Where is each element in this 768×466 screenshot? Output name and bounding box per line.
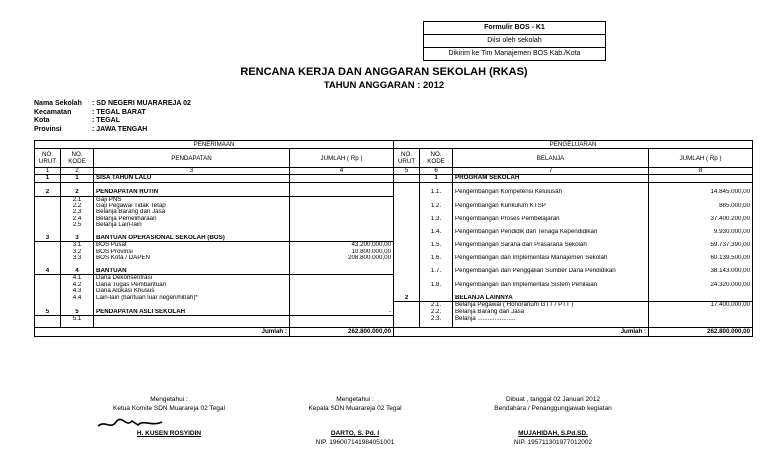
school-info: [34, 100, 191, 134]
form-code: Formulir BOS - K1: [424, 22, 605, 35]
right-no-urut: 2: [394, 295, 420, 302]
document-subtitle: TAHUN ANGGARAN : 2012: [323, 80, 445, 91]
left-no-urut: 4: [35, 268, 61, 275]
pendapatan-cell: Dana Dekonsentrasi: [94, 275, 290, 282]
left-no-kode: [61, 182, 94, 189]
belanja-amount: [649, 295, 753, 302]
right-no-urut: [394, 235, 420, 242]
right-no-urut: [394, 196, 420, 203]
belanja-amount: 59.737.390,00: [649, 242, 753, 249]
belanja-amount: 60.139.500,00: [649, 255, 753, 261]
left-no-urut: [35, 315, 61, 322]
table-row: [35, 196, 753, 203]
belanja-cell: PROGRAM SEKOLAH: [453, 175, 649, 182]
table-row: [35, 302, 753, 309]
pendapatan-cell: SISA TAHUN LALU: [94, 175, 290, 182]
pendapatan-cell: PENDAPATAN RUTIN: [94, 189, 290, 196]
pendapatan-amount: [290, 182, 394, 189]
belanja-amount: 38.143.000,00: [649, 268, 753, 275]
index-cell: 4: [290, 168, 394, 175]
right-no-kode: 2.3.: [420, 315, 453, 322]
table-row: [35, 182, 753, 189]
pendapatan-cell: Belanja Pemeliharaan: [94, 216, 290, 222]
left-no-urut: 3: [35, 235, 61, 242]
sign-label: Mengetahui :: [336, 396, 374, 403]
right-no-kode: 1.2.: [420, 203, 453, 209]
belanja-amount: [649, 196, 753, 203]
pendapatan-amount: [290, 275, 394, 282]
belanja-cell: Pengembangan Sarana dan Prasarana Sekolah: [453, 242, 649, 249]
col-jumlah: JUMLAH ( Rp ): [290, 149, 394, 168]
table-row: [35, 235, 753, 242]
pendapatan-amount: 43.200.000,00: [290, 242, 394, 249]
sign-nip: NIP. 196007141984051001: [315, 438, 395, 446]
table-row: [35, 275, 753, 282]
sign-role: Ketua Komite SDN Muarareja 02 Tegal: [113, 404, 225, 412]
left-no-kode: 5.1: [61, 315, 94, 322]
signature-treasurer: [470, 396, 636, 447]
left-no-kode: 4: [61, 268, 94, 275]
col-jumlah: JUMLAH ( Rp ): [649, 149, 753, 168]
sign-label: Dibuat , tanggal 02 Januari 2012: [506, 396, 600, 403]
sign-role: Kepala SDN Muarareja 02 Tegal: [308, 404, 402, 412]
right-no-kode: [420, 235, 453, 242]
belanja-cell: Pengembangan Pendidik dan Tenaga Kependidikan: [453, 229, 649, 235]
belanja-cell: Pengembangan Kurikulum KTSP: [453, 203, 649, 209]
sign-name: H. KUSEN ROSYIDIN: [136, 430, 202, 437]
right-no-kode: [420, 275, 453, 282]
index-cell: 5: [394, 168, 420, 175]
belanja-cell: Pengembangan Proses Pembelajaran: [453, 216, 649, 222]
left-no-urut: [35, 275, 61, 282]
belanja-amount: 14.845.000,00: [649, 189, 753, 196]
signature-principal: [272, 396, 438, 447]
pendapatan-amount: [290, 175, 394, 182]
pendapatan-amount: [290, 235, 394, 242]
left-no-kode: 4.3: [61, 288, 94, 294]
right-no-urut: [394, 315, 420, 322]
right-no-kode: 1.5.: [420, 242, 453, 249]
right-no-urut: [394, 309, 420, 316]
pendapatan-cell: BOS Provinsi: [94, 249, 290, 255]
sign-nip: NIP. 195711301977012002: [513, 438, 593, 446]
left-no-urut: [35, 302, 61, 309]
form-sent-to: Dikirim ke Tim Manajemen BOS Kab./Kota: [448, 50, 581, 57]
left-no-kode: 2: [61, 189, 94, 196]
belanja-cell: [453, 182, 649, 189]
pendapatan-cell: Gaji PNS: [94, 196, 290, 203]
pendapatan-cell: BOS Kota / DAPEN: [94, 255, 290, 261]
left-no-urut: [35, 182, 61, 189]
left-no-kode: 1: [61, 175, 94, 182]
pendapatan-amount: 208.800.000,00: [290, 255, 394, 261]
left-no-kode: 2.3: [61, 209, 94, 215]
left-no-kode: 4.4: [61, 295, 94, 302]
pendapatan-amount: [290, 302, 394, 309]
pendapatan-cell: [94, 302, 290, 309]
index-cell: 7: [453, 168, 649, 175]
info-label: Kecamatan: [34, 108, 72, 116]
left-no-urut: 2: [35, 189, 61, 196]
index-cell: 8: [649, 168, 753, 175]
info-row: [34, 117, 191, 126]
table-row: [35, 189, 753, 196]
total-label-right: Jumlah :: [394, 328, 649, 337]
left-no-kode: 3.2: [61, 249, 94, 255]
right-no-urut: [394, 268, 420, 275]
right-no-kode: 2.2.: [420, 309, 453, 316]
belanja-cell: [453, 275, 649, 282]
right-no-kode: 1.6.: [420, 255, 453, 261]
budget-table: [34, 140, 753, 337]
belanja-cell: Pengembangan Kompetensi Kelulusan: [453, 189, 649, 196]
index-cell: 1: [35, 168, 61, 175]
index-cell: 6: [420, 168, 453, 175]
right-no-urut: [394, 189, 420, 196]
right-no-urut: [394, 182, 420, 189]
belanja-cell: [453, 196, 649, 203]
belanja-cell: Belanja ......................: [453, 315, 649, 322]
right-no-kode: 1.3.: [420, 216, 453, 222]
right-no-urut: [394, 275, 420, 282]
left-no-kode: 4.2: [61, 282, 94, 288]
left-no-kode: [61, 302, 94, 309]
pendapatan-amount: [290, 315, 394, 322]
pendapatan-cell: Belanja Barang dan Jasa: [94, 209, 290, 215]
pendapatan-amount: 10.800.000,00: [290, 249, 394, 255]
penerimaan-header: PENERIMAAN: [35, 141, 394, 149]
belanja-amount: [649, 175, 753, 182]
table-row: [35, 309, 753, 316]
info-row: [34, 100, 191, 109]
pendapatan-cell: BANTUAN OPERASIONAL SEKOLAH (BOS): [94, 235, 290, 242]
info-row: [34, 109, 191, 118]
right-no-urut: [394, 242, 420, 249]
table-row: [35, 315, 753, 322]
table-row: [35, 175, 753, 182]
left-no-urut: 1: [35, 175, 61, 182]
pendapatan-cell: BOS Pusat: [94, 242, 290, 249]
total-row: [35, 328, 753, 337]
total-penerimaan: 262.800.000,00: [290, 328, 394, 337]
table-row: [35, 295, 753, 302]
col-pendapatan: PENDAPATAN: [94, 149, 290, 168]
right-no-kode: 1.7.: [420, 268, 453, 275]
belanja-cell: Belanja Barang dan Jasa: [453, 309, 649, 316]
pendapatan-cell: Belanja Lain-lain: [94, 222, 290, 228]
table-row: [35, 242, 753, 249]
belanja-amount: [649, 275, 753, 282]
col-no-kode: NO. KODE: [61, 149, 94, 168]
form-code-box: [423, 21, 606, 61]
info-label: Kota: [34, 117, 50, 124]
index-row: [35, 168, 753, 175]
left-no-urut: [35, 242, 61, 249]
belanja-cell: BELANJA LAINNYA: [453, 295, 649, 302]
right-no-kode: [420, 196, 453, 203]
pendapatan-cell: Dana Tugas Pembantuan: [94, 282, 290, 288]
sign-role: Bendahara / Penanggungjawab kegiatan: [494, 404, 612, 412]
left-no-kode: 5: [61, 309, 94, 316]
sign-label: Mengetahui :: [150, 396, 188, 403]
total-label-left: Jumlah :: [35, 328, 290, 337]
left-no-urut: 5: [35, 309, 61, 316]
info-label: Provinsi: [34, 125, 62, 133]
handwritten-signature: [96, 416, 166, 432]
table-row: [35, 268, 753, 275]
info-row: [34, 126, 191, 135]
belanja-cell: Pengembangan dan Penggalian Sumber Dana Pendidikan: [453, 268, 649, 275]
belanja-cell: Belanja Pegawai ( Honorarium GTT / PTT ): [453, 302, 649, 309]
pendapatan-cell: BANTUAN: [94, 268, 290, 275]
belanja-amount: [649, 309, 753, 316]
belanja-amount: [649, 235, 753, 242]
info-value: : SD NEGERI MUARAREJA 02: [92, 100, 191, 107]
info-value: : TEGAL: [92, 117, 120, 124]
right-no-kode: 1.8.: [420, 282, 453, 288]
right-no-kode: [420, 182, 453, 189]
col-no-kode: NO. KODE: [420, 149, 453, 168]
pendapatan-cell: Lain-lain (bantuan luar negeri/hibah)*: [94, 295, 290, 302]
pendapatan-amount: [290, 295, 394, 302]
index-cell: 2: [61, 168, 94, 175]
col-belanja: BELANJA: [453, 149, 649, 168]
right-no-kode: 1.1.: [420, 189, 453, 196]
pendapatan-cell: [94, 182, 290, 189]
right-no-kode: 1: [420, 175, 453, 182]
info-value: : JAWA TENGAH: [92, 125, 148, 133]
pengeluaran-header: PENGELUARAN: [394, 141, 753, 149]
pendapatan-amount: [290, 189, 394, 196]
pendapatan-amount: -: [290, 309, 394, 316]
pendapatan-cell: [94, 315, 290, 322]
belanja-amount: 17.400.000,00: [649, 302, 753, 309]
left-no-kode: 2.2: [61, 203, 94, 209]
right-no-kode: 1.4.: [420, 229, 453, 235]
left-no-kode: 2.5: [61, 222, 94, 228]
left-no-urut: [35, 196, 61, 203]
sign-name: DARTO, S. Pd. I: [330, 430, 380, 437]
left-no-kode: 3.3: [61, 255, 94, 261]
index-cell: 3: [94, 168, 290, 175]
info-label: Nama Sekolah: [34, 100, 82, 107]
belanja-amount: 24.320.000,00: [649, 282, 753, 288]
belanja-amount: 9.930.000,00: [649, 229, 753, 235]
belanja-cell: Pengembangan dan Implementasi Sistem Penilaian: [453, 282, 649, 288]
left-no-kode: 3.1: [61, 242, 94, 249]
belanja-amount: 885.000,00: [649, 203, 753, 209]
total-pengeluaran: 262.800.000,00: [649, 328, 753, 337]
info-value: : TEGAL BARAT: [92, 108, 146, 116]
sign-name: MUJAHIDAH, S.Pd.SD.: [518, 430, 588, 437]
pendapatan-amount: [290, 196, 394, 203]
pendapatan-cell: PENDAPATAN ASLI SEKOLAH: [94, 309, 290, 316]
belanja-amount: [649, 182, 753, 189]
col-no-urut: NO. URUT: [394, 149, 420, 168]
left-no-kode: 2.4: [61, 216, 94, 222]
pendapatan-cell: Dana Alokasi Khusus: [94, 288, 290, 294]
form-filled-by: Diisi oleh sekolah: [424, 35, 605, 48]
right-no-urut: [394, 175, 420, 182]
belanja-cell: Pengembangan dan Implementasi Manajemen Sekolah: [453, 255, 649, 261]
document-title: RENCANA KERJA DAN ANGGARAN SEKOLAH (RKAS): [240, 66, 528, 78]
belanja-cell: [453, 235, 649, 242]
right-no-urut: [394, 302, 420, 309]
belanja-amount: 37.400.200,00: [649, 216, 753, 222]
right-no-kode: 2.1.: [420, 302, 453, 309]
left-no-urut: [35, 295, 61, 302]
right-no-kode: [420, 295, 453, 302]
pendapatan-amount: [290, 268, 394, 275]
left-no-kode: 4.1: [61, 275, 94, 282]
left-no-kode: 2.1: [61, 196, 94, 203]
left-no-kode: 3: [61, 235, 94, 242]
belanja-amount: [649, 315, 753, 322]
col-no-urut: NO. URUT: [35, 149, 61, 168]
pendapatan-cell: Gaji Pegawai Tidak Tetap: [94, 203, 290, 209]
